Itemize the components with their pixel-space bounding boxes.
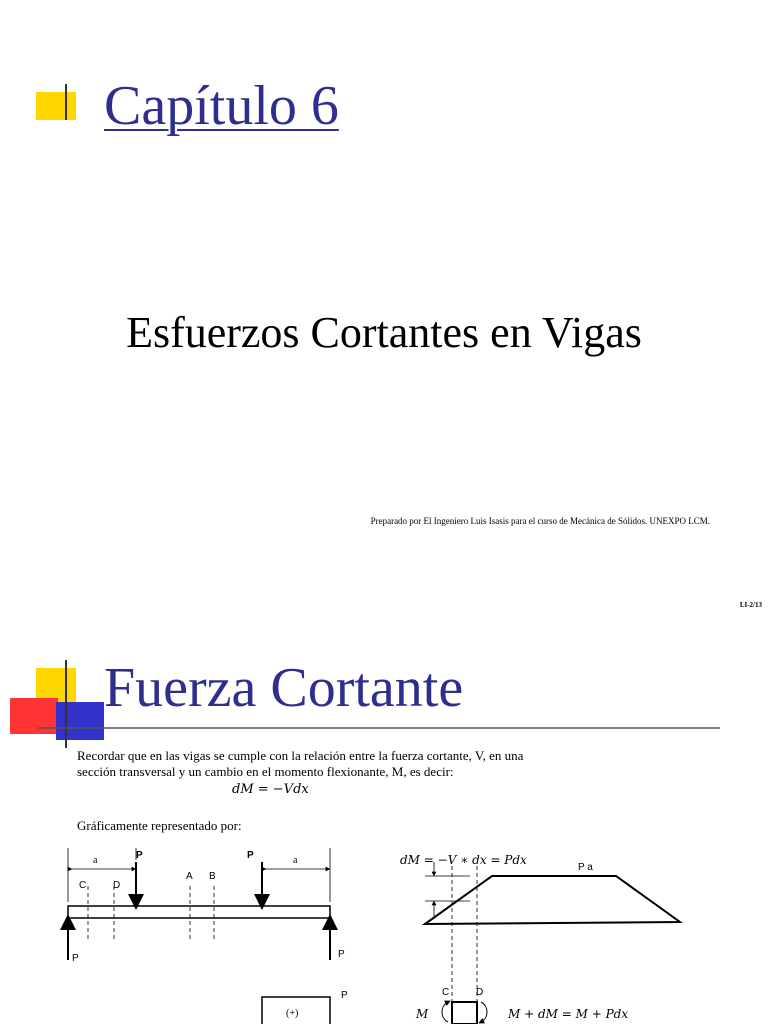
- moment-arrow-right: [481, 1002, 487, 1022]
- load-label-right: P: [247, 850, 254, 861]
- slide-shear-force: [0, 640, 768, 1024]
- moment-trapezoid: [425, 876, 680, 924]
- reaction-label-right: P: [338, 949, 345, 960]
- slide-subtitle: Esfuerzos Cortantes en Vigas: [126, 308, 642, 357]
- shear-diagram: [262, 990, 348, 1024]
- shear-label-right: P: [341, 990, 348, 1001]
- beam-body: [68, 906, 330, 918]
- point-label-c: C: [79, 880, 87, 891]
- dim-label-a-left: a: [93, 855, 98, 866]
- reaction-label-left: P: [72, 953, 79, 964]
- graphic-label: Gráficamente representado por:: [77, 818, 242, 833]
- element-moment-equation: M + dM = M + Pdx: [508, 1007, 629, 1021]
- moment-point-c: C: [442, 987, 450, 998]
- page-title: Capítulo 6: [104, 75, 339, 137]
- moment-equation: dM = −V ∗ dx = Pdx: [400, 853, 527, 867]
- beam-diagram: [68, 848, 345, 964]
- moment-point-d: D: [476, 987, 484, 998]
- element-moment-left: M: [416, 1007, 429, 1021]
- intro-line-2: sección transversal y un cambio en el momento flexionante, M, es decir:: [77, 764, 454, 779]
- shear-positive-label: (+): [286, 1008, 299, 1019]
- point-label-d: D: [113, 880, 121, 891]
- shear-moment-equation: dM = −Vdx: [232, 782, 309, 797]
- point-label-b: B: [209, 871, 216, 882]
- point-label-a: A: [186, 871, 193, 882]
- slide-number: LI-2/13: [739, 601, 762, 609]
- credit-note: Preparado por El Ingeniero Luis Isasis para el curso de Mecánica de Sólidos. UNEXPO LCM.: [370, 516, 710, 526]
- moment-arrow-left: [442, 1002, 448, 1022]
- moment-max-label: P a: [578, 862, 593, 873]
- moment-diagram: [425, 862, 680, 1024]
- logo-yellow-square: [36, 92, 76, 120]
- load-label-left: P: [136, 850, 143, 861]
- beam-diagrams: [0, 640, 768, 1024]
- beam-element: [452, 1002, 477, 1024]
- intro-line-1: Recordar que en las vigas se cumple con la relación entre la fuerza cortante, V, en una: [77, 748, 524, 763]
- section-title: Fuerza Cortante: [104, 657, 464, 719]
- dim-label-a-right: a: [293, 855, 298, 866]
